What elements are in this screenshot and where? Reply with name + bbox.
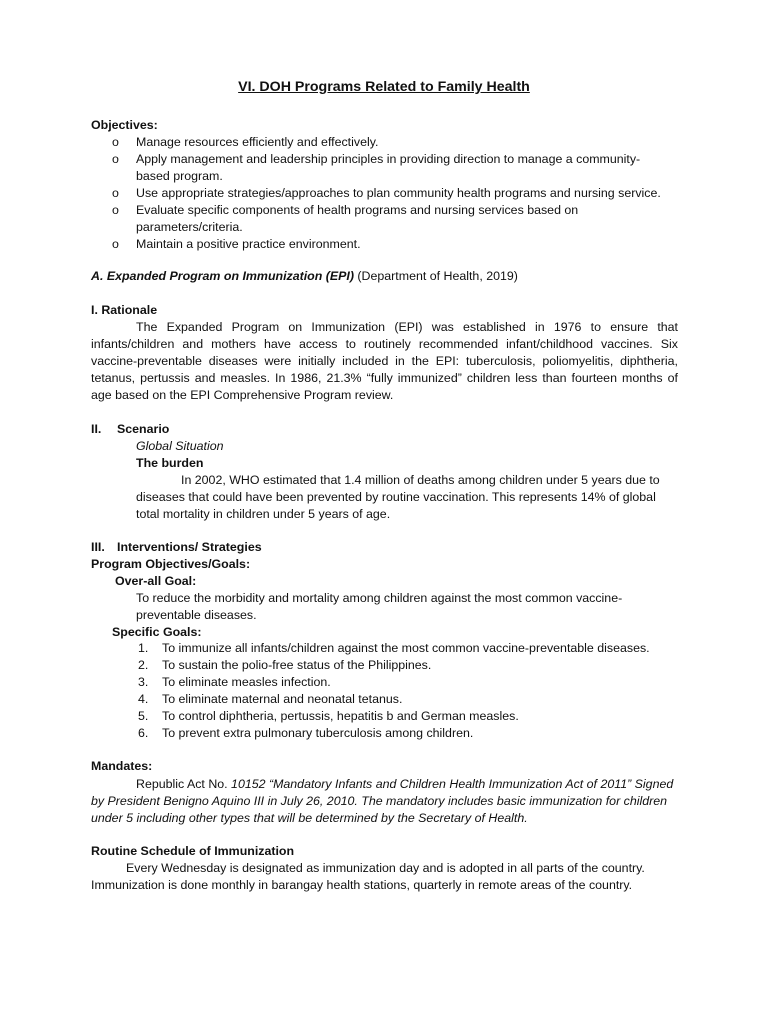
interventions-heading: Interventions/ Strategies — [117, 540, 262, 554]
objectives-list — [91, 134, 691, 253]
section-a-heading — [91, 268, 691, 285]
program-goals-heading: Program Objectives/Goals: — [91, 557, 251, 571]
epi-source: (Department of Health, 2019) — [353, 269, 518, 283]
objectives-heading: Objectives: — [91, 118, 158, 132]
bullet-icon: o — [112, 186, 119, 200]
objective-item: o Evaluate specific components of health programs and nursing services based on parameters/criteria. — [112, 203, 579, 234]
specific-goal-item: 2. To sustain the polio-free status of the Philippines. — [138, 658, 432, 672]
scenario-heading: Scenario — [117, 422, 170, 436]
objective-item: o Use appropriate strategies/approaches to plan community health programs and nursing service. — [112, 186, 661, 200]
scenario-number: II. — [91, 422, 102, 436]
objective-item: o Maintain a positive practice environment. — [112, 237, 361, 251]
specific-goal-item: 3. To eliminate measles infection. — [138, 675, 331, 689]
specific-goals-heading: Specific Goals: — [112, 625, 202, 639]
bullet-icon: o — [112, 203, 119, 217]
objective-item: o Manage resources efficiently and effectively. — [112, 135, 379, 149]
mandates-act: 10152 “Mandatory Infants and Children Health Immunization Act of 2011” Signed by President Benigno Aquino III in July 26, 2010. The mandatory includes basic immunization for children under 5 including other types that will be determined by the Secretary of Health. — [91, 777, 674, 825]
routine-heading: Routine Schedule of Immunization — [91, 844, 295, 858]
specific-goal-item: 5. To control diphtheria, pertussis, hepatitis b and German measles. — [138, 709, 519, 723]
bullet-icon: o — [112, 135, 119, 149]
overall-goal-heading: Over-all Goal: — [115, 574, 197, 588]
global-situation-label: Global Situation — [136, 439, 224, 453]
burden-heading: The burden — [136, 456, 204, 470]
rationale-text: The Expanded Program on Immunization (EPI) was established in 1976 to ensure that infants/children and mothers have access to routinely recommended infant/childhood vaccines. Six vaccine-preventable diseases were initially included in the EPI: tuberculosis, poliomyelitis, diphtheria, tetanus, pertussis and measles. In 1986, 21.3% “fully immunized” children less than fourteen months of age based on the EPI Comprehensive Program review. — [91, 320, 678, 402]
specific-goal-item: 6. To prevent extra pulmonary tuberculosis among children. — [138, 726, 474, 740]
mandates-prefix: Republic Act No. — [136, 777, 232, 791]
interventions-number: III. — [91, 540, 105, 554]
epi-title: A. Expanded Program on Immunization (EPI) — [91, 269, 354, 283]
bullet-icon: o — [112, 152, 119, 166]
objective-item: o Apply management and leadership principles in providing direction to manage a community-based program. — [112, 152, 641, 183]
specific-goal-item: 4. To eliminate maternal and neonatal tetanus. — [138, 692, 403, 706]
bullet-icon: o — [112, 237, 119, 251]
overall-goal-text: To reduce the morbidity and mortality among children against the most common vaccine-preventable diseases. — [136, 591, 623, 622]
mandates-text — [91, 776, 678, 827]
burden-text: In 2002, WHO estimated that 1.4 million of deaths among children under 5 years due to diseases that could have been prevented by routine vaccination. This represents 14% of global total mortality in children under 5 years of age. — [136, 473, 660, 521]
specific-goals-list — [136, 640, 696, 742]
mandates-heading: Mandates: — [91, 759, 153, 773]
rationale-heading: I. Rationale — [91, 303, 158, 317]
page-title: VI. DOH Programs Related to Family Health — [238, 79, 530, 95]
specific-goal-item: 1. To immunize all infants/children against the most common vaccine-preventable diseases. — [138, 641, 650, 655]
routine-text: Every Wednesday is designated as immunization day and is adopted in all parts of the country. Immunization is done monthly in barangay health stations, quarterly in remote areas of the country. — [91, 861, 645, 892]
